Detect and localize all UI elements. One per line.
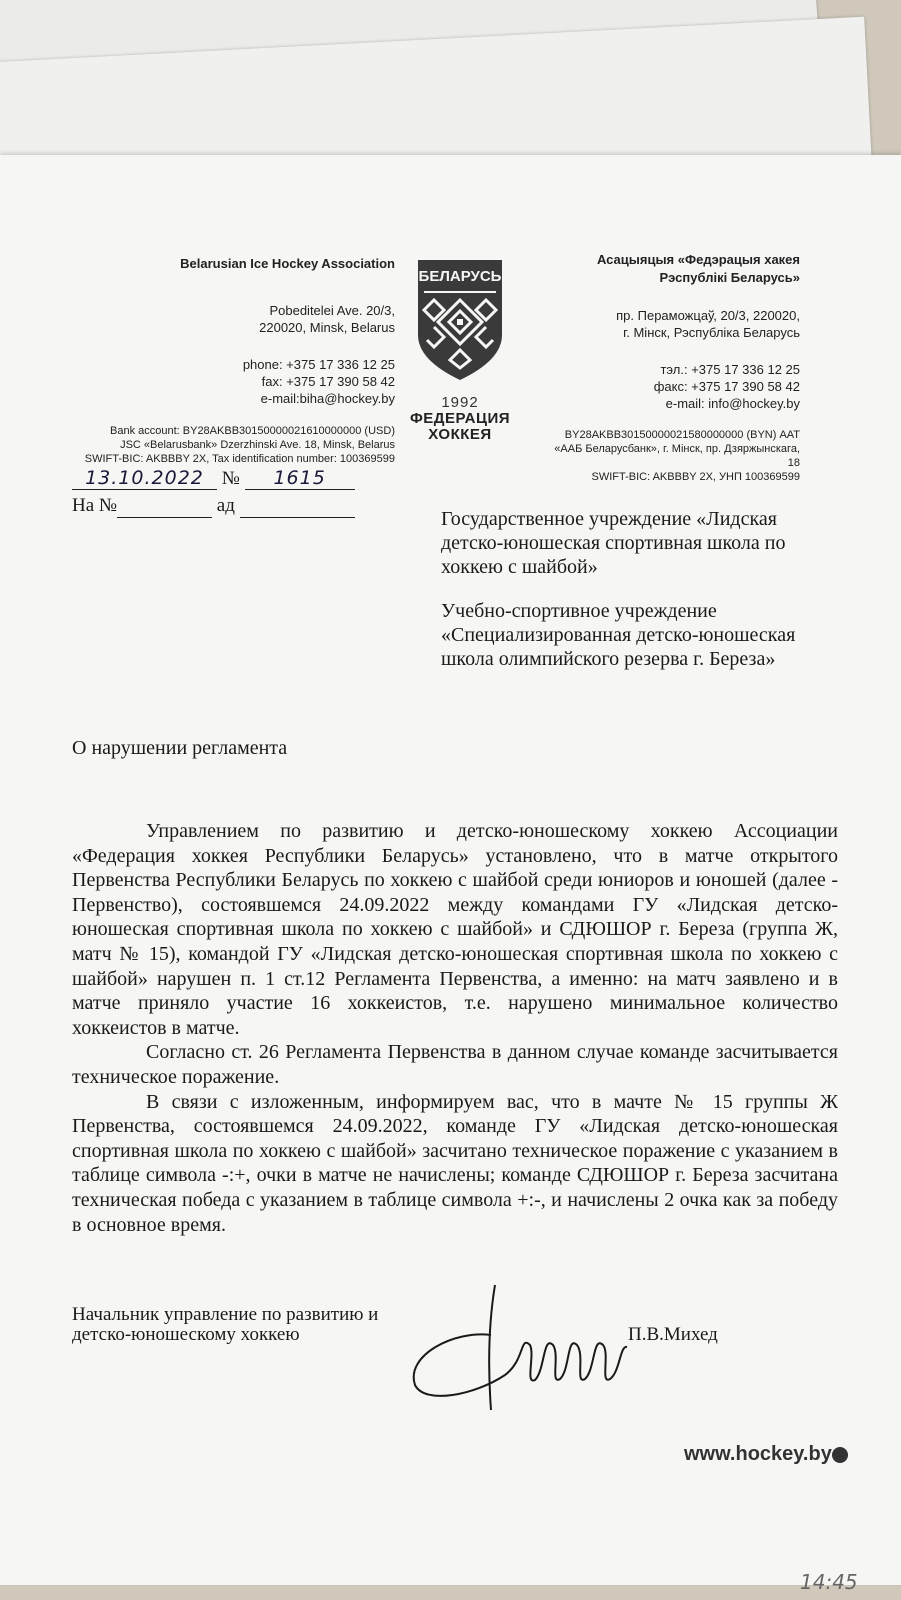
registration-number: 1615 [245, 467, 355, 490]
addressee-1: Государственное учреждение «Лидская детско-юношеская спортивная школа по хоккею с шайбой» [441, 508, 786, 578]
fax-by: факс: +375 17 390 58 42 [653, 379, 800, 394]
body-paragraph-3: В связи с изложенным, информируем вас, что в мачте № 15 группы Ж Первенства, состоявшемся 24.09.2022, команде ГУ «Лидская детско-юношеская спортивная школа по хоккею с шайбой» засчитано техническое поражение с указанием в таблице символа -:+, очки в матче не начислены; команде СДЮШОР г. Береза засчитана техническая победа с указанием в таблице символа +:-, и начислены 2 очка как за победу в основное время. [72, 1090, 838, 1236]
logo-year: 1992 [441, 394, 479, 411]
letter-page [0, 155, 901, 1585]
fax-en: fax: +375 17 390 58 42 [261, 374, 395, 389]
handwritten-signature [395, 1275, 635, 1415]
bank-details-en: Bank account: BY28AKBB30150000021610000000 (USD) JSC «Belarusbank» Dzerzhinski Ave. 18, Minsk, Belarus SWIFT-BIC: AKBBBY 2X, Tax identification number: 100369599 [84, 425, 395, 465]
email-by: e-mail: info@hockey.by [665, 396, 800, 411]
ref-number-label: На № [72, 495, 118, 516]
ref-date-blank [240, 495, 355, 518]
shield-emblem-icon [410, 255, 510, 385]
phone-en: phone: +375 17 336 12 25 [242, 357, 395, 372]
footer-website: www.hockey.by [684, 1443, 832, 1465]
logo-name-line2: ХОККЕЯ [428, 426, 492, 443]
header-right-block [545, 251, 800, 484]
signatory-name: П.В.Михед [628, 1324, 718, 1345]
registration-line [72, 467, 355, 490]
reference-line [72, 495, 355, 518]
association-title-en: Belarusian Ice Hockey Association [180, 256, 395, 271]
footer-dot-icon [832, 1447, 848, 1463]
handwritten-corner-note: 14:45 [800, 1570, 858, 1594]
contacts-en [60, 356, 395, 407]
address-by: пр. Пераможцаў, 20/3, 220020, г. Мінск, Рэспубліка Беларусь [616, 308, 800, 340]
association-title-by: Асацыяцыя «Федэрацыя хакея Рэспублікі Беларусь» [596, 252, 800, 285]
email-en: e-mail:biha@hockey.by [260, 391, 395, 406]
logo-top-text: БЕЛАРУСЬ [418, 268, 502, 285]
addressee-2: Учебно-спортивное учреждение «Специализированная детско-юношеская школа олимпийского резерва г. Береза» [441, 600, 796, 670]
bank-details-by: BY28AKBB30150000021580000000 (BYN) ААТ «ААБ Беларусбанк», г. Мінск, пр. Дзяржынскага, 18 SWIFT-BIC: AKBBBY 2X, УНП 100369599 [554, 429, 800, 483]
ref-date-label: ад [216, 495, 235, 516]
number-label: № [221, 468, 240, 489]
phone-by: тэл.: +375 17 336 12 25 [660, 362, 800, 377]
logo-name-line1: ФЕДЕРАЦИЯ [410, 410, 511, 427]
signatory-title: Начальник управление по развитию и детско-юношескому хоккею [72, 1304, 379, 1345]
address-en: Pobeditelei Ave. 20/3, 220020, Minsk, Belarus [259, 303, 395, 335]
federation-logo [410, 255, 510, 443]
header-left-block [60, 255, 395, 466]
contacts-by [545, 361, 800, 412]
body-paragraph-1: Управлением по развитию и детско-юношескому хоккею Ассоциации «Федерация хоккея Республики Беларусь» установлено, что в матче открытого Первенства Республики Беларусь по хоккею с шайбой среди юниоров и юношей (далее - Первенство), состоявшемся 24.09.2022 между командами ГУ «Лидская детско-юношеская спортивная школа по хоккею с шайбой» и СДЮШОР г. Береза (группа Ж, матч № 15), командой ГУ «Лидская детско-юношеская спортивная школа по хоккею с шайбой» нарушен п. 1 ст.12 Регламента Первенства, а именно: на матч заявлено и в матче приняло участие 16 хоккеистов, т.е. нарушено минимальное количество хоккеистов в матче. [72, 820, 838, 1039]
letter-body [72, 819, 838, 1237]
letter-subject: О нарушении регламента [72, 737, 288, 759]
registration-date: 13.10.2022 [72, 467, 217, 490]
addressee-block [441, 507, 841, 691]
body-paragraph-2: Согласно ст. 26 Регламента Первенства в данном случае команде засчитывается техническое поражение. [72, 1041, 838, 1088]
ref-number-blank [117, 495, 212, 518]
